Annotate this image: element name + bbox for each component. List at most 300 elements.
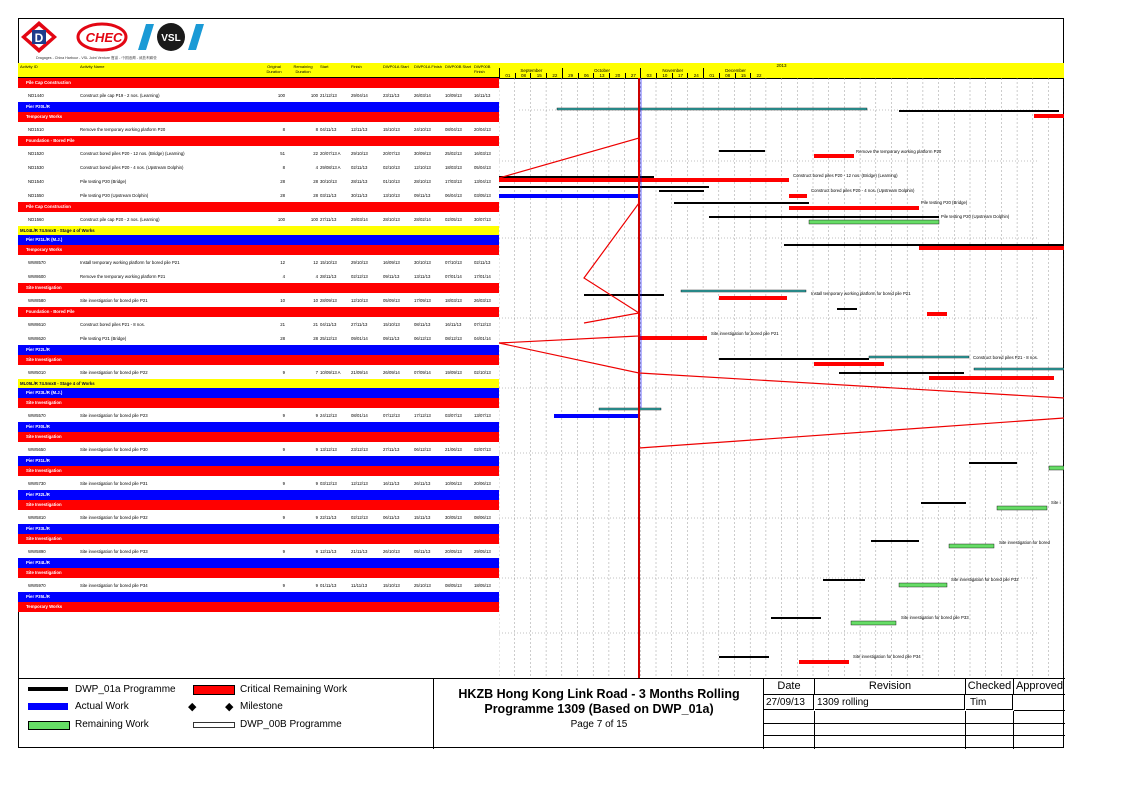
bar-label: Install temporary working platform for bored pile P21 (811, 291, 911, 296)
cell-rdur: 28 (313, 336, 318, 341)
pier-group-row[interactable] (18, 388, 499, 398)
category-group-row[interactable] (18, 283, 499, 293)
table-row[interactable] (18, 578, 499, 593)
category-group-row[interactable] (18, 307, 499, 317)
cell-finish: 27/11/13 (351, 322, 368, 327)
cell-a-start: 15/10/13 (383, 127, 400, 132)
cell-b-start: 18/03/13 (445, 165, 462, 170)
cell-a-finish: 26/03/14 (414, 93, 431, 98)
week-label: 10 (656, 73, 673, 78)
gantt-bar (719, 296, 787, 300)
cell-a-start: 06/11/13 (383, 515, 400, 520)
cell-a-finish: 26/11/13 (414, 481, 431, 486)
cell-rdur: 28 (313, 179, 318, 184)
cell-rdur: 12 (313, 260, 318, 265)
group-label: Site Investigation (26, 400, 62, 405)
cell-a-start: 15/10/13 (383, 322, 400, 327)
table-row[interactable] (18, 174, 499, 189)
table-row[interactable] (18, 510, 499, 525)
cell-a-start: 20/07/13 (383, 151, 400, 156)
cell-b-finish: 30/07/13 (474, 217, 491, 222)
table-row[interactable] (18, 544, 499, 559)
cell-b-start: 08/05/13 (445, 583, 462, 588)
cell-finish: 30/11/13 (351, 193, 368, 198)
rev-header-revision: Revision (815, 679, 966, 695)
group-label: Pier P23L/R (M.J.) (26, 390, 63, 395)
pier-group-row[interactable] (18, 102, 499, 112)
cell-a-finish: 06/12/13 (414, 447, 431, 452)
cell-a-finish: 28/10/13 (414, 179, 431, 184)
cell-finish: 02/12/13 (351, 274, 368, 279)
cell-finish: 29/10/13 (351, 151, 368, 156)
cell-rdur: 100 (310, 93, 318, 98)
week-label: 13 (593, 73, 610, 78)
legend-label-dwp01a: DWP_01a Programme (75, 684, 176, 695)
cell-start: 27/11/13 (320, 217, 337, 222)
cell-b-finish: 26/03/13 (474, 298, 491, 303)
cell-odur: 21 (280, 322, 285, 327)
chec-logo-icon (76, 20, 128, 54)
col-header-activity-name[interactable]: Activity Name (80, 64, 105, 69)
rev-divider (764, 735, 1065, 736)
table-row[interactable] (18, 317, 499, 332)
cell-id: ND1520 (28, 151, 44, 156)
rev-checked: Tim (966, 695, 1013, 710)
col-header-original-duration[interactable]: Original Duration (266, 64, 282, 74)
cell-rdur: 9 (315, 447, 318, 452)
cell-finish: 29/04/14 (351, 93, 368, 98)
cell-odur: 9 (282, 413, 285, 418)
cell-start: 24/12/13 (320, 413, 337, 418)
category-group-row[interactable] (18, 568, 499, 578)
cell-finish: 12/10/13 (351, 298, 368, 303)
group-label: ML05L/R 74.5mx8 - Stage 4 of Works (20, 381, 95, 386)
cell-rdur: 10 (313, 298, 318, 303)
cell-start: 28/09/13 (320, 298, 337, 303)
cell-start: 01/11/13 (320, 583, 337, 588)
cell-id: WW5730 (28, 481, 46, 486)
gantt-bar (869, 356, 969, 358)
cell-a-finish: 05/11/13 (414, 549, 431, 554)
gantt-bar (949, 544, 994, 548)
legend-swatch-dwp01a (28, 687, 68, 691)
table-row[interactable] (18, 88, 499, 103)
week-label: 29 (562, 73, 579, 78)
table-row[interactable] (18, 442, 499, 457)
milestone-icon: ◆ (188, 701, 197, 713)
group-label: Site Investigation (26, 570, 62, 575)
bar-label: Construct bored piles P21 - 8 nos. (973, 355, 1038, 360)
pier-group-row[interactable] (18, 558, 499, 568)
cell-name: Construct bored piles P20 - 4 nos. (Upstream Dolphin) (80, 165, 184, 170)
cell-a-start: 27/11/13 (383, 447, 400, 452)
pier-group-row[interactable] (18, 235, 499, 245)
cell-b-finish: 20/04/13 (474, 127, 491, 132)
legend-label-dwp00b: DWP_00B Programme (240, 719, 342, 730)
cell-a-start: 26/10/13 (383, 549, 400, 554)
cell-id: ND1550 (28, 193, 44, 198)
cell-a-finish: 30/10/13 (414, 260, 431, 265)
bar-label: Pile testing P20 (Upstream Dolphin) (941, 214, 1010, 219)
revision-table (763, 678, 1065, 749)
gantt-bar (1034, 114, 1064, 118)
svg-text:D: D (34, 31, 44, 45)
cell-start: 13/12/13 (320, 447, 337, 452)
pier-group-row[interactable] (18, 592, 499, 602)
cell-id: ND1440 (28, 93, 44, 98)
group-label: Pier P31L/R (26, 458, 50, 463)
cell-odur: 9 (282, 481, 285, 486)
cell-a-start: 28/10/13 (383, 217, 400, 222)
category-group-row[interactable] (18, 136, 499, 146)
category-group-row[interactable] (18, 112, 499, 122)
group-label: Pier P22L/R (26, 347, 50, 352)
group-label: Pier P32L/R (26, 492, 50, 497)
group-label: Site Investigation (26, 285, 62, 290)
table-row[interactable] (18, 160, 499, 175)
gantt-bar (839, 372, 964, 374)
group-label: Site Investigation (26, 468, 62, 473)
cell-name: Site investigation for bored pile P21 (80, 298, 148, 303)
cell-b-finish: 18/05/13 (474, 583, 491, 588)
gantt-bar (499, 194, 639, 198)
cell-id: WW8600 (28, 274, 46, 279)
gantt-bar (719, 656, 769, 658)
cell-start: 15/10/13 (320, 260, 337, 265)
cell-start: 03/11/13 (320, 193, 337, 198)
cell-name: Site investigation for bored pile P30 (80, 447, 148, 452)
cell-start: 28/11/13 (320, 274, 337, 279)
cell-b-finish: 16/03/13 (474, 151, 491, 156)
gantt-bar (639, 336, 707, 340)
category-group-row[interactable] (18, 245, 499, 255)
col-header-dwp01a-finish[interactable]: DWP01A Finish (414, 64, 443, 69)
cell-a-finish: 17/12/13 (414, 413, 431, 418)
table-row[interactable] (18, 331, 499, 346)
cell-name: Remove the temporary working platform P20 (80, 127, 166, 132)
gantt-bar (584, 294, 664, 296)
cell-odur: 9 (282, 549, 285, 554)
gantt-chart (499, 63, 1064, 677)
gantt-bar (719, 150, 765, 152)
gantt-bar (674, 202, 809, 204)
group-label: Site Investigation (26, 502, 62, 507)
gantt-bar (809, 220, 939, 224)
group-label: Foundation - Bored Pile (26, 309, 75, 314)
gantt-bar (789, 206, 919, 210)
group-label: Temporary Works (26, 114, 63, 119)
category-group-row[interactable] (18, 500, 499, 510)
table-row[interactable] (18, 365, 499, 380)
table-row[interactable] (18, 188, 499, 203)
rev-header-date: Date (764, 679, 815, 695)
legend-swatch-critical (193, 685, 235, 695)
col-header-start[interactable]: Start (320, 64, 329, 69)
cell-a-finish: 15/11/13 (414, 515, 431, 520)
pier-group-row[interactable] (18, 422, 499, 432)
gantt-bar (681, 290, 806, 292)
cell-b-start: 03/07/13 (445, 413, 462, 418)
cell-odur: 28 (280, 193, 285, 198)
cell-b-start: 18/03/13 (445, 298, 462, 303)
rev-revision: 1309 rolling (815, 695, 965, 710)
gantt-bar (554, 414, 639, 418)
stage-group-row[interactable] (18, 226, 499, 235)
table-row[interactable] (18, 408, 499, 423)
cell-b-start: 08/12/13 (445, 336, 462, 341)
cell-a-finish: 30/09/13 (414, 151, 431, 156)
cell-id: ND1540 (28, 179, 44, 184)
cell-finish: 12/12/13 (351, 481, 368, 486)
cell-odur: 9 (282, 447, 285, 452)
legend-swatch-dwp00b (193, 722, 235, 728)
cell-b-start: 07/10/13 (445, 260, 462, 265)
cell-finish: 28/11/13 (351, 179, 368, 184)
table-row[interactable] (18, 212, 499, 227)
cell-id: WW5890 (28, 549, 46, 554)
bar-label: Site investigation for bored (999, 540, 1050, 545)
cell-b-finish: 20/06/13 (474, 481, 491, 486)
group-label: Site Investigation (26, 357, 62, 362)
milestone-icon: ◆ (225, 701, 234, 713)
bar-label: Site investigation for bored pile P34 (853, 654, 921, 659)
cell-a-start: 13/10/13 (383, 193, 400, 198)
week-label: 22 (750, 73, 767, 78)
cell-start: 22/11/13 (320, 515, 337, 520)
gantt-bar (814, 154, 854, 158)
legend-label-actual: Actual Work (75, 701, 129, 712)
timescale-header (499, 63, 1064, 79)
cell-odur: 8 (282, 165, 285, 170)
pier-group-row[interactable] (18, 456, 499, 466)
bar-label: Remove the temporary working platform P20 (856, 149, 942, 154)
cell-a-finish: 07/09/14 (414, 370, 431, 375)
gantt-bar (823, 579, 865, 581)
cell-b-finish: 08/06/13 (474, 515, 491, 520)
cell-b-start: 06/04/13 (445, 193, 462, 198)
category-group-row[interactable] (18, 466, 499, 476)
cell-name: Site investigation for bored pile P34 (80, 583, 148, 588)
gantt-bar (659, 190, 704, 192)
cell-rdur: 9 (315, 413, 318, 418)
cell-b-finish: 02/11/13 (474, 260, 491, 265)
category-group-row[interactable] (18, 432, 499, 442)
cell-id: WW5570 (28, 413, 46, 418)
cell-b-start: 25/02/13 (445, 151, 462, 156)
category-group-row[interactable] (18, 78, 499, 88)
legend (18, 678, 433, 749)
cell-b-start: 08/04/13 (445, 127, 462, 132)
category-group-row[interactable] (18, 355, 499, 365)
cell-finish: 29/10/13 (351, 260, 368, 265)
pier-group-row[interactable] (18, 490, 499, 500)
cell-name: Pile testing P20 (Upstream Dolphin) (80, 193, 149, 198)
cell-odur: 10 (280, 298, 285, 303)
gantt-bar (929, 376, 1054, 380)
col-header-dwp00b-start[interactable]: DWP00B Start (445, 64, 472, 69)
gantt-bar (789, 194, 807, 198)
cell-odur: 100 (277, 93, 285, 98)
document-title: HKZB Hong Kong Link Road - 3 Months Rolling (458, 687, 740, 701)
cell-b-start: 30/05/13 (445, 515, 462, 520)
table-header (18, 63, 499, 78)
gantt-bar (799, 660, 849, 664)
gantt-bar (974, 368, 1064, 370)
rev-divider (1013, 711, 1014, 749)
cell-a-start: 15/10/13 (383, 583, 400, 588)
document-subtitle: Programme 1309 (Based on DWP_01a) (484, 702, 714, 716)
pier-group-row[interactable] (18, 345, 499, 355)
gantt-bar (784, 244, 1064, 246)
week-label: 08 (515, 73, 532, 78)
group-label: Pier P20L/R (26, 104, 50, 109)
gantt-bar (871, 540, 919, 542)
bar-label: Construct bored piles P20 - 12 nos. (Bridge) (Learning) (793, 173, 898, 178)
cell-odur: 4 (282, 274, 285, 279)
cell-rdur: 21 (313, 322, 318, 327)
cell-start: 04/11/13 (320, 322, 337, 327)
group-label: Temporary Works (26, 247, 63, 252)
cell-a-start: 02/10/13 (383, 165, 400, 170)
svg-text:VSL: VSL (161, 33, 181, 44)
legend-label-remaining: Remaining Work (75, 719, 149, 730)
legend-label-milestone: Milestone (240, 701, 283, 712)
cell-b-start: 19/09/13 (445, 370, 462, 375)
cell-finish: 21/09/14 (351, 370, 368, 375)
table-row[interactable] (18, 255, 499, 270)
group-label: Pier P33L/R (26, 526, 50, 531)
cell-finish: 23/12/13 (351, 447, 368, 452)
cell-id: WW5970 (28, 583, 46, 588)
cell-b-finish: 13/04/13 (474, 179, 491, 184)
cell-name: Pile testing P20 (Bridge) (80, 179, 127, 184)
cell-b-finish: 13/07/13 (474, 413, 491, 418)
col-header-finish[interactable]: Finish (351, 64, 362, 69)
cell-rdur: 8 (315, 127, 318, 132)
rev-divider (965, 711, 966, 749)
cell-finish: 21/11/13 (351, 549, 368, 554)
cell-a-finish: 28/02/14 (414, 217, 431, 222)
col-header-dwp01a-start[interactable]: DWP01A Start (383, 64, 409, 69)
group-label: Foundation - Bored Pile (26, 138, 75, 143)
cell-rdur: 7 (315, 370, 318, 375)
gantt-bar (499, 186, 709, 188)
week-label: 20 (609, 73, 626, 78)
pier-group-row[interactable] (18, 524, 499, 534)
rev-header-checked: Checked (966, 679, 1014, 695)
cell-start: 03/12/13 (320, 481, 337, 486)
cell-b-start: 20/05/13 (445, 549, 462, 554)
cell-id: ND1530 (28, 165, 44, 170)
table-row[interactable] (18, 146, 499, 161)
cell-id: ND1510 (28, 127, 44, 132)
group-label: ML04L/R 74.5mx8 - Stage 4 of Works (20, 228, 95, 233)
cell-id: WW5010 (28, 370, 46, 375)
col-header-remaining-duration[interactable]: Remaining Duration (293, 64, 313, 74)
table-row[interactable] (18, 476, 499, 491)
group-label: Pier P35L/R (26, 594, 50, 599)
cell-id: WW8610 (28, 322, 46, 327)
cell-id: WW5650 (28, 447, 46, 452)
category-group-row[interactable] (18, 202, 499, 212)
cell-b-start: 02/05/13 (445, 217, 462, 222)
cell-id: WW5810 (28, 515, 46, 520)
week-label: 08 (719, 73, 736, 78)
cell-name: Site investigation for bored pile P23 (80, 413, 148, 418)
table-row[interactable] (18, 293, 499, 308)
group-label: Pile Cap Construction (26, 204, 71, 209)
vsl-logo-icon (136, 20, 206, 54)
bar-label: Pile testing P20 (Bridge) (921, 200, 968, 205)
cell-rdur: 4 (315, 165, 318, 170)
bar-label: Site investigation for bored pile P32 (951, 577, 1019, 582)
month-label: September (499, 68, 563, 73)
stage-group-row[interactable] (18, 379, 499, 388)
cell-rdur: 28 (313, 193, 318, 198)
cell-b-start: 10/09/13 (445, 93, 462, 98)
category-group-row[interactable] (18, 398, 499, 408)
table-row[interactable] (18, 269, 499, 284)
gantt-bar (899, 110, 1059, 112)
cell-a-start: 09/11/13 (383, 274, 400, 279)
cell-odur: 9 (282, 515, 285, 520)
week-label: 17 (672, 73, 689, 78)
cell-b-start: 17/03/13 (445, 179, 462, 184)
cell-b-finish: 05/04/13 (474, 165, 491, 170)
category-group-row[interactable] (18, 602, 499, 612)
rev-empty-row (764, 711, 1065, 724)
cell-a-finish: 24/10/13 (414, 127, 431, 132)
cell-a-start: 16/11/13 (383, 481, 400, 486)
progress-line (639, 418, 1064, 448)
table-row[interactable] (18, 122, 499, 137)
dragages-logo-icon (20, 20, 58, 54)
week-label: 06 (578, 73, 595, 78)
cell-b-start: 16/11/13 (445, 322, 462, 327)
cell-name: Pile testing P21 (Bridge) (80, 336, 127, 341)
cell-a-start: 16/09/13 (383, 260, 400, 265)
col-header-activity-id[interactable]: Activity ID (20, 64, 38, 69)
legend-swatch-remaining (28, 721, 70, 730)
cell-name: Construct pile cap P20 - 2 nos. (Learning) (80, 217, 160, 222)
gantt-bar (921, 502, 966, 504)
cell-a-finish: 12/10/13 (414, 165, 431, 170)
gantt-bar (709, 216, 939, 218)
cell-name: Install temporary working platform for bored pile P21 (80, 260, 180, 265)
cell-odur: 8 (282, 127, 285, 132)
group-label: Pier P21L/R (M.J.) (26, 237, 63, 242)
category-group-row[interactable] (18, 534, 499, 544)
bar-label: Site investigation for bored pile P21 (711, 331, 779, 336)
bar-label: Construct bored piles P20 - 4 nos. (Upstream Dolphin) (811, 188, 915, 193)
cell-start: 04/11/13 (320, 127, 337, 132)
gantt-bar (927, 312, 947, 316)
cell-id: WW8570 (28, 260, 46, 265)
col-header-dwp00b-finish[interactable]: DWP00B Finish (474, 64, 491, 74)
rev-date: 27/09/13 (764, 695, 814, 710)
cell-a-start: 26/09/14 (383, 370, 400, 375)
cell-start: 10/09/13 A (320, 370, 341, 375)
cell-b-start: 10/06/13 (445, 481, 462, 486)
cell-finish: 02/11/13 (351, 165, 368, 170)
cell-start: 21/12/13 (320, 93, 337, 98)
cell-b-start: 07/01/14 (445, 274, 462, 279)
cell-b-finish: 02/07/13 (474, 447, 491, 452)
cell-finish: 02/12/13 (351, 515, 368, 520)
gantt-bar (599, 408, 661, 410)
cell-odur: 28 (280, 179, 285, 184)
cell-id: WW8620 (28, 336, 46, 341)
